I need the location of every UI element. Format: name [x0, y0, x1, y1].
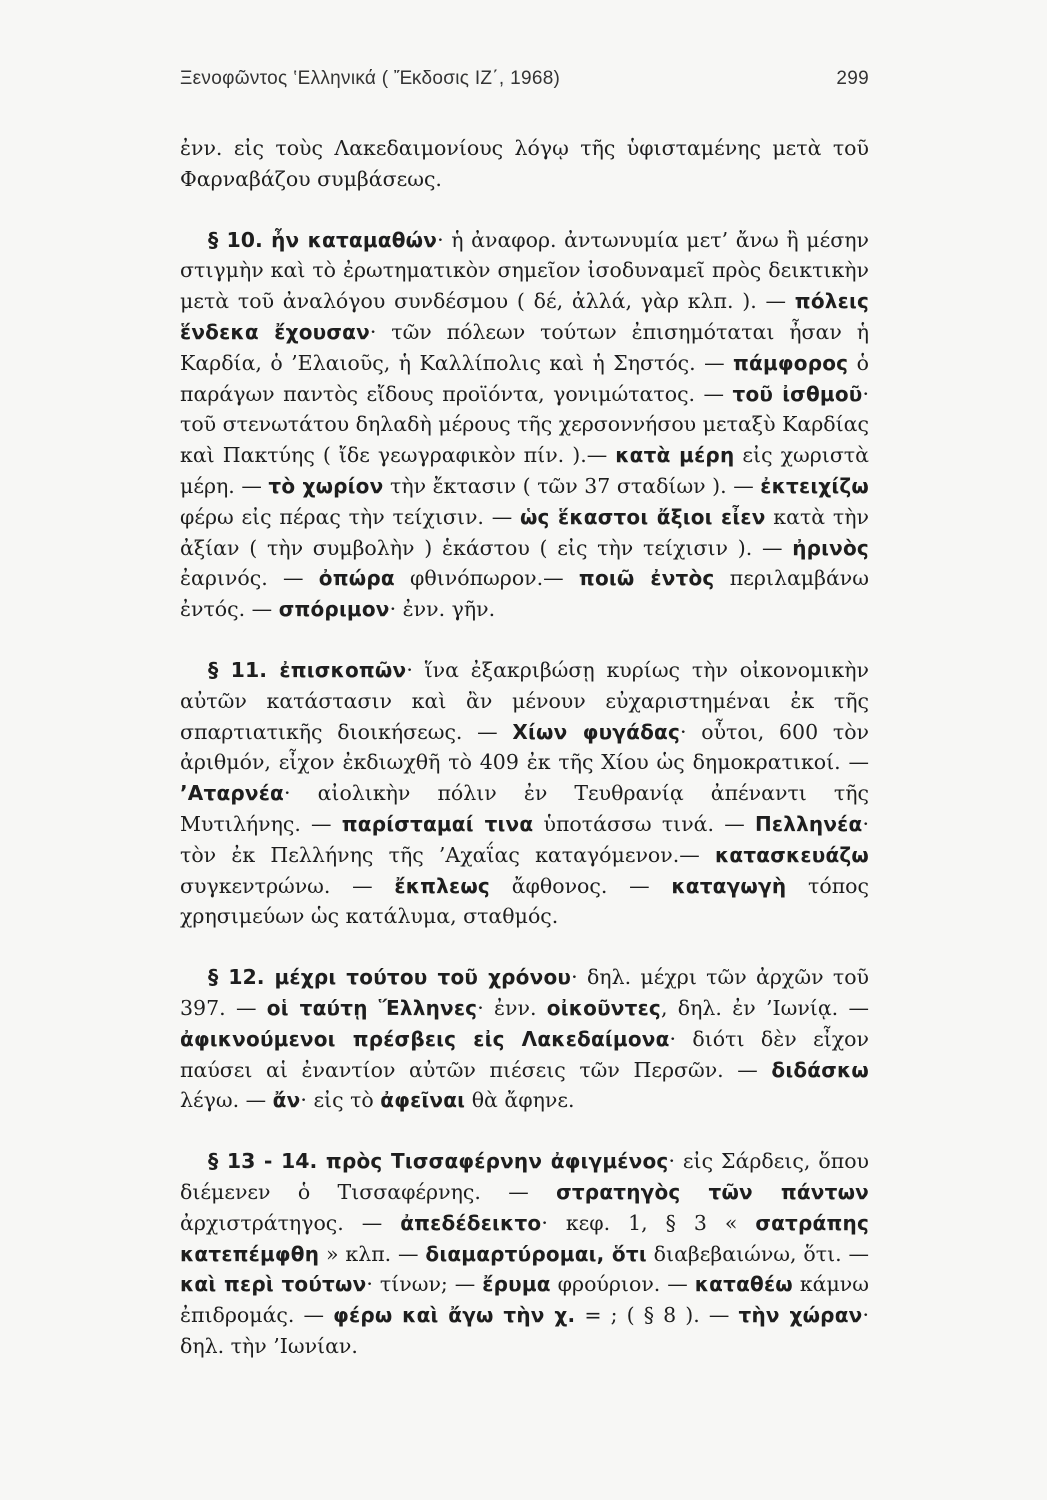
- gloss-text: θὰ ἄφηνε.: [465, 1088, 575, 1113]
- gloss-text: διαβεβαιώνω, ὅτι. —: [646, 1241, 869, 1266]
- lemma: σπόριμον: [278, 597, 390, 622]
- gloss-text: περιλαμβάνω ἐντός. —: [180, 566, 869, 622]
- lemma: σατράπης κατεπέμφθη: [180, 1210, 869, 1266]
- gloss-text: ἄφθονος. —: [489, 873, 672, 898]
- paragraph: [180, 962, 869, 1116]
- lemma: ἐκτειχίζω: [760, 473, 870, 498]
- section-number: § 11.: [208, 657, 280, 682]
- lemma: ὡς ἕκαστοι ἄξιοι εἶεν: [519, 504, 766, 529]
- lemma: ἀφικνούμενοι πρέσβεις εἰς Λακεδαίμονα: [180, 1026, 670, 1051]
- lemma: κατὰ μέρη: [615, 443, 735, 468]
- gloss-text: ὑποτάσσω τινά. —: [533, 811, 755, 836]
- gloss-text: · οὗτοι, 600 τὸν ἀριθμόν, εἶχον ἐκδιωχθῆ τὸ 409 ἐκ τῆς Χίου ὡς δημοκρατικοί. —: [180, 719, 869, 775]
- gloss-text: · ἐνν. γῆν.: [389, 597, 496, 622]
- gloss-text: κάμνω ἐπιδρομάς. —: [180, 1272, 869, 1328]
- paragraph: [180, 133, 869, 195]
- gloss-text: · εἰς τὸ: [300, 1088, 381, 1113]
- gloss-text: · δηλ. μέχρι τῶν ἀρχῶν τοῦ 397. —: [180, 965, 869, 1020]
- lemma: ἦν καταμαθών: [271, 227, 438, 252]
- gloss-text: τόπος χρησιμεύων ὡς κατάλυμα, σταθμός.: [180, 873, 869, 929]
- lemma: οἱ ταύτῃ Ἕλληνες: [266, 995, 478, 1020]
- gloss-text: · διότι δὲν εἶχον παύσει αἱ ἐναντίον αὐτῶν πιέσεις τῶν Περσῶν. —: [180, 1026, 869, 1082]
- gloss-text: · δηλ. τὴν ’Ιωνίαν.: [180, 1303, 869, 1358]
- lemma: τὴν χώραν: [738, 1303, 863, 1328]
- header-title: Ξενοφῶντος ‛Ελληνικά ( Ἔκδοσις ΙΖ΄, 1968): [180, 68, 561, 89]
- gloss-text: · ἐνν.: [477, 995, 547, 1020]
- gloss-text: κατὰ τὴν ἀξίαν ( τὴν συμβολὴν ) ἑκάστου ( εἰς τὴν τείχισιν ). —: [180, 504, 869, 560]
- lemma: παρίσταμαί τινα: [341, 811, 534, 836]
- gloss-text: ἐαρινός. —: [180, 566, 319, 591]
- lemma: τοῦ ἰσθμοῦ: [732, 381, 863, 406]
- gloss-text: ἐνν. εἰς τοὺς Λακεδαιμονίους λόγῳ τῆς ὑφισταμένης μετὰ τοῦ Φαρναβάζου συμβάσεως.: [180, 136, 869, 191]
- gloss-text: » κλπ. —: [319, 1241, 426, 1266]
- gloss-text: ὁ παράγων παντὸς εἴδους προϊόντα, γονιμώτατος. —: [180, 350, 869, 406]
- paragraph: [180, 1146, 869, 1362]
- lemma: καὶ περὶ τούτων: [180, 1272, 367, 1297]
- gloss-text: · κεφ. 1, § 3 «: [541, 1210, 756, 1235]
- lemma: ὀπώρα: [318, 566, 395, 591]
- lemma: Πελληνέα: [754, 811, 863, 836]
- gloss-text: εἰς χωριστὰ μέρη. —: [180, 443, 869, 498]
- lemma: φέρω καὶ ἄγω τὴν χ.: [333, 1303, 576, 1328]
- lemma: ἄν: [272, 1088, 301, 1113]
- lemma: ἔκπλεως: [394, 873, 490, 898]
- gloss-text: φέρω εἰς πέρας τὴν τείχισιν. —: [180, 504, 520, 529]
- lemma: πάμφορος: [733, 350, 849, 375]
- gloss-text: · τοῦ στενωτάτου δηλαδὴ μέρους τῆς χερσοννήσου μεταξὺ Καρδίας καὶ Πακτύης ( ἴδε γεωγραφικὸν πίν. ).—: [180, 381, 869, 468]
- lemma: ἔρυμα: [482, 1272, 551, 1297]
- section-number: § 13 - 14.: [208, 1149, 326, 1174]
- gloss-text: · τῶν πόλεων τούτων ἐπισημόταται ἦσαν ἡ Καρδία, ὁ ’Ελαιοῦς, ἡ Καλλίπολις καὶ ἡ Σηστός. —: [180, 319, 869, 375]
- gloss-text: λέγω. —: [180, 1088, 273, 1113]
- lemma: στρατηγὸς τῶν πάντων: [556, 1179, 869, 1204]
- gloss-text: = ; ( § 8 ). —: [575, 1303, 739, 1328]
- gloss-text: · τὸν ἐκ Πελλήνης τῆς ’Αχαΐας καταγόμενον.—: [180, 811, 869, 867]
- gloss-text: · ἵνα ἐξακριβώσῃ κυρίως τὴν οἰκονομικὴν αὐτῶν κατάστασιν καὶ ἂν μένουν εὐχαριστημέναι ἐκ τῆς σπαρτιατικῆς διοικήσεως. —: [180, 657, 869, 744]
- paragraph: [180, 225, 869, 625]
- lemma: ποιῶ ἐντὸς: [578, 566, 715, 591]
- lemma: κατασκευάζω: [714, 842, 869, 867]
- lemma: ἀφεῖναι: [380, 1088, 466, 1113]
- section-number: § 12.: [208, 965, 275, 990]
- lemma: ἠρινὸς: [792, 535, 869, 560]
- gloss-text: · ἡ ἀναφορ. ἀντωνυμία μετ’ ἄνω ἢ μέσην στιγμὴν καὶ τὸ ἐρωτηματικὸν σημεῖον ἰσοδυναμεῖ πρὸς δεικτικὴν μετὰ τοῦ ἀναλόγου συνδέσμου ( δέ, ἀλλά, γὰρ κλπ. ). —: [180, 227, 869, 314]
- lemma: τὸ χωρίον: [268, 473, 384, 498]
- gloss-text: φρούριον. —: [550, 1272, 695, 1297]
- gloss-text: συγκεντρώνω. —: [180, 873, 395, 898]
- lemma: καταγωγὴ: [671, 873, 787, 898]
- lemma: Χίων φυγάδας: [512, 719, 681, 744]
- paragraph: [180, 655, 869, 932]
- lemma: ἀπεδέδεικτο: [400, 1210, 542, 1235]
- lemma: καταθέω: [694, 1272, 793, 1297]
- commentary-body: [180, 133, 869, 1392]
- lemma: διαμαρτύρομαι, ὅτι: [425, 1241, 647, 1266]
- lemma: μέχρι τούτου τοῦ χρόνου: [274, 965, 572, 990]
- gloss-text: φθινόπωρον.—: [394, 566, 579, 591]
- lemma: οἰκοῦντες: [546, 995, 661, 1020]
- lemma: πρὸς Τισσαφέρνην ἀφιγμένος: [325, 1149, 669, 1174]
- running-header: [180, 68, 869, 90]
- gloss-text: , δηλ. ἐν ’Ιωνίᾳ. —: [660, 995, 869, 1020]
- section-number: § 10.: [208, 227, 272, 252]
- lemma: ’Αταρνέα: [180, 781, 284, 806]
- lemma: ἐπισκοπῶν: [279, 657, 407, 682]
- gloss-text: · αἰολικὴν πόλιν ἐν Τευθρανίᾳ ἀπέναντι τῆς Μυτιλήνης. —: [180, 781, 869, 836]
- gloss-text: ἀρχιστράτηγος. —: [180, 1210, 401, 1235]
- lemma: διδάσκω: [771, 1057, 869, 1082]
- gloss-text: · εἰς Σάρδεις, ὅπου διέμενεν ὁ Τισσαφέρνης. —: [180, 1149, 869, 1204]
- gloss-text: τὴν ἔκτασιν ( τῶν 37 σταδίων ). —: [383, 473, 761, 498]
- lemma: πόλεις ἕνδεκα ἔχουσαν: [180, 289, 869, 344]
- gloss-text: · τίνων; —: [366, 1272, 483, 1297]
- page-number: 299: [836, 68, 869, 89]
